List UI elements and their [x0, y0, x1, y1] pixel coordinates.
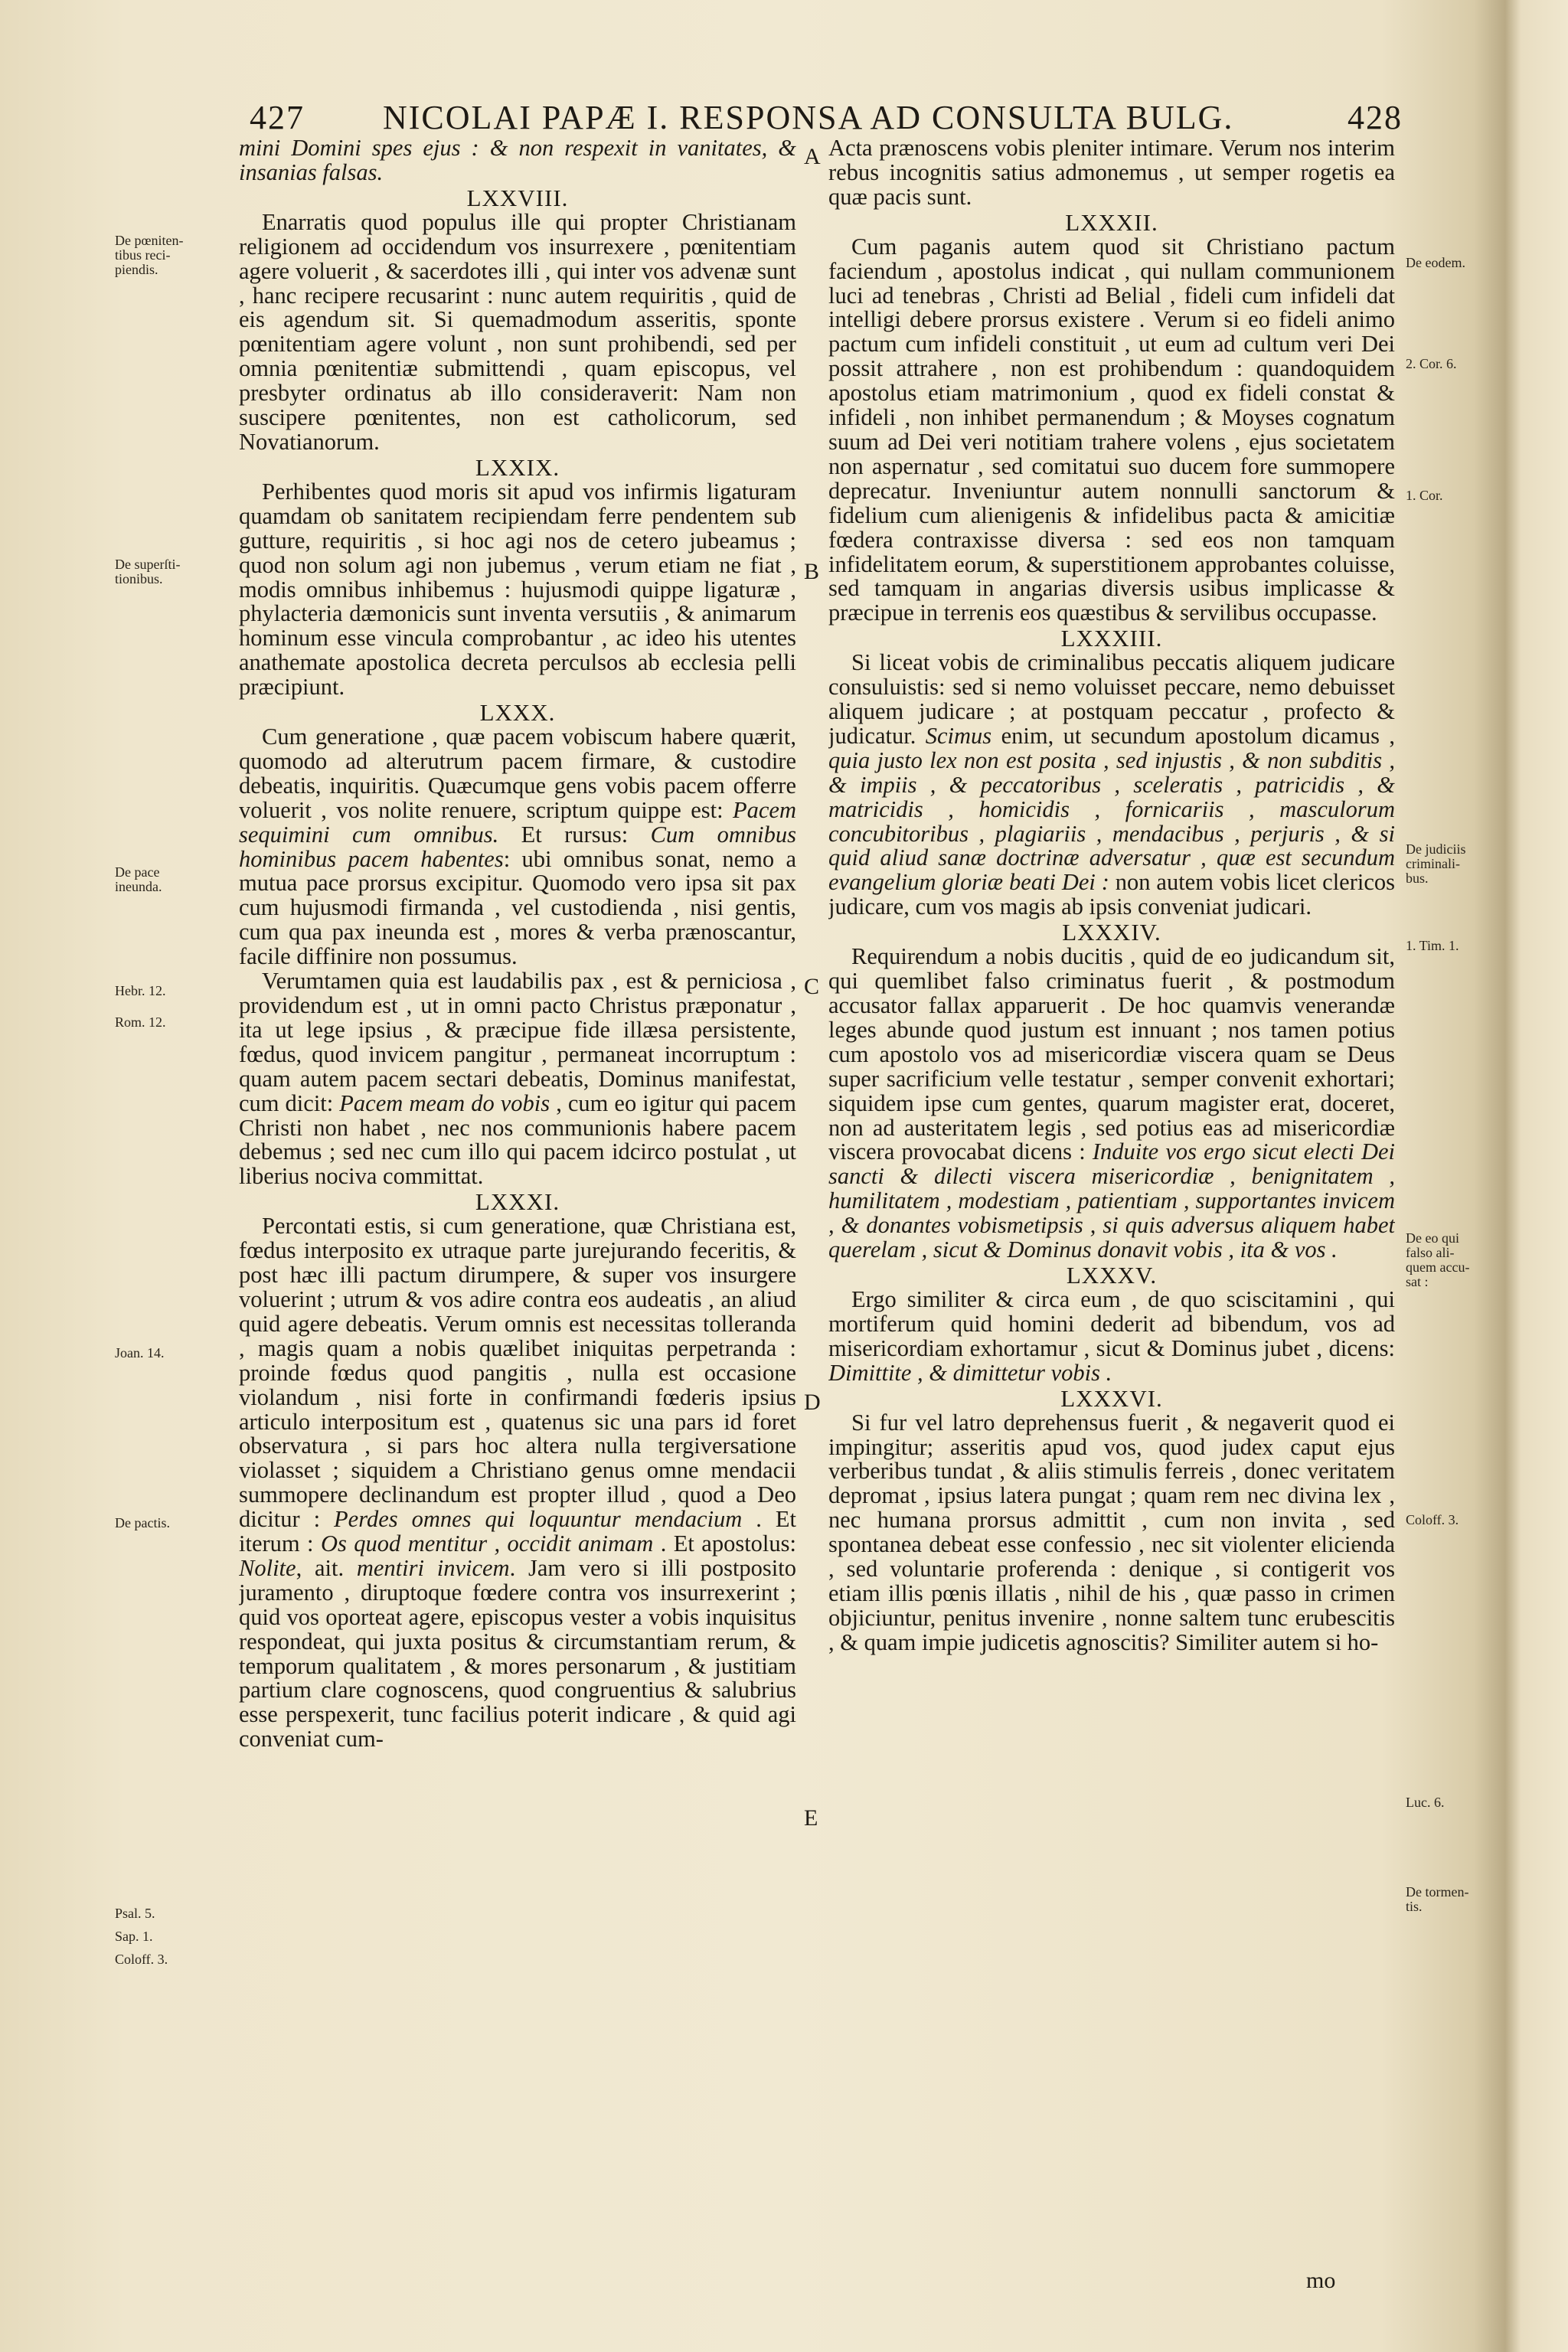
section-heading-86: LXXXVI. — [1060, 1384, 1163, 1412]
left-margin-note: De pœniten- tibus reci- piendis. — [115, 233, 184, 277]
section-heading-84: LXXXIV. — [1062, 919, 1161, 946]
section-text-78: Enarratis quod populus ille qui propter Christianam religionem ad occidendum vos insurrexere , pœnitentiam agere voluerit , & sacerdotes illi , qui inter vos advenæ sunt , hanc recipere recusarint : nunc autem requiritis , quid de eis agendum sit. Si quemadmodum asseritis, sponte pœnitentiam agere volunt , non sunt prohibendi, sed per omnia pœnitentiæ submittendi , quam episcopus, vel presbyter ordinatus ab illo consideraverit: Nam non suscipere pœnitentes, non est catholicorum, sed Novatianorum. — [239, 208, 796, 455]
section-heading-83: LXXXIII. — [1060, 625, 1163, 652]
intro-quote: mini Domini spes ejus : & non respexit in vanitates, & insanias falsas. — [239, 136, 796, 185]
left-margin-note: De pactis. — [115, 1515, 170, 1530]
catchword: mo — [1306, 2268, 1336, 2293]
section-heading-81: LXXXI. — [475, 1188, 560, 1216]
section-text-81: Percontati estis, si cum generatione, quæ Christiana est, fœdus interposito ex utraque parte jurejurando feceritis, & post hæc illi pactum dirumpere, & super vos insurgere voluerint ; utrum & vos adire contra eos audeatis , an aliud quid agere debeatis. Verum omnis est necessitas tolleranda , magis quam a nobis quælibet iniquitas perpetranda : proinde fœdus quod pangitis , nulla est occasione violandum , nisi forte in confirmandi fœderis ipsius articulo interpositum est , quatenus sic una pars id foret observatura , si pars hoc altera nulla tergiversatione violasset ; siquidem a Christiano genus omne mendacii summopere declinandum est propter illud , quod a Deo dicitur : Perdes omnes qui loquuntur mendacium . Et iterum : Os quod mentitur , occidit animam . Et apostolus: Nolite, ait. mentiri invicem. Jam vero si illi postposito juramento , diruptoque fœdere contra vos insurrexerint ; quid vos oporteat agere, episcopus vester a vobis inquisitus respondeat, qui juxta positus & circumstantiam rerum, & temporum qualitatem , & mores personarum , & justitiam partium clare cognoscens, quod congruentius & salubrius esse perspexerit, tunc facilius poterit indicare , & quid agi conveniat cum- — [239, 1213, 796, 1753]
section-text-80: Cum generatione , quæ pacem vobiscum habere quærit, quomodo ad alterutrum pacem firmare, & custodire debeatis, inquiritis. Quæcumque gens vobis pacem offerre voluerit , vos nolite renuere, scriptum quippe est: Pacem sequimini cum omnibus. Et rursus: Cum omnibus hominibus pacem habentes: ubi omnibus sonat, nemo a mutua pace prorsus excipitur. Quomodo vero ipsa sit pax cum hujusmodi firmanda , vel custodienda , nisi gentis, cum qua pax ineunda est , mores & verba prænoscantur, facile diffinire non possumus. — [239, 724, 796, 970]
right-margin-note: 1. Cor. — [1406, 488, 1443, 503]
right-margin-note: Coloff. 3. — [1406, 1512, 1459, 1527]
left-margin-note: Rom. 12. — [115, 1014, 166, 1030]
left-margin-note: Hebr. 12. — [115, 983, 166, 998]
section-heading-79: LXXIX. — [475, 453, 560, 481]
section-text-80b: Verumtamen quia est laudabilis pax , est & perniciosa , providendum est , ut in omni pacto Christus præponatur , ita ut lege ipsius , & præcipue fide illæsa persistente, fœdus, quod invicem pangitur , permaneat incorruptum : quam autem pacem sectari debeatis, Dominus manifestat, cum dicit: Pacem meam do vobis , cum eo igitur qui pacem Christi non habet , nec nos communionis habere pacem debemus ; sed nec cum illo qui pacem idcirco postulat , ut liberius nociva committat. — [239, 968, 796, 1190]
right-text-column — [828, 136, 1395, 2306]
left-margin-note: Sap. 1. — [115, 1929, 153, 1944]
margin-letter-e: E — [804, 1805, 818, 1831]
section-heading-82: LXXXII. — [1065, 208, 1158, 236]
intro-text: Acta prænoscens vobis pleniter intimare. Verum nos interim rebus incognitis satius admonemus , ut semper rogetis ea quæ pacis sunt. — [828, 136, 1395, 210]
margin-letter-c: C — [804, 974, 820, 999]
left-margin-note: Psal. 5. — [115, 1906, 155, 1921]
left-margin-note: Joan. 14. — [115, 1345, 165, 1361]
page-number-left: 427 — [250, 99, 305, 136]
margin-letter-b: B — [804, 559, 820, 584]
right-margin-note: De tormen- tis. — [1406, 1884, 1469, 1914]
left-margin-note: Coloff. 3. — [115, 1952, 168, 1967]
section-heading-78: LXXVIII. — [466, 184, 569, 211]
section-text-84: Requirendum a nobis ducitis , quid de eo judicandum sit, qui quemlibet falso criminatus fuerit , & postmodum accusator fallax apparuerit . De hoc quamvis venerandæ leges abunde quod justum est innuant ; nos tamen potius cum apostolo vos ad misericordiæ viscera quam se Deus super sacrificium velle testatur , semper convenit exhortari; siquidem ipse cum gentes, quarum magister erat, doceret, non ad austeritatem legis , sed potius eas ad misericordiæ viscera provocabat dicens : Induite vos ergo sicut electi Dei sancti & dilecti viscera misericordiæ , benignitatem , humilitatem , modestiam , patientiam , supportantes invicem , & donantes vobismetipsis , si quis adversus aliquem habet querelam , sicut & Dominus donavit vobis , ita & vos . — [828, 943, 1395, 1263]
section-text-85: Ergo similiter & circa eum , de quo sciscitamini , qui mortiferum quid homini dederit ad bibendum, vos ad misericordiam exhortamur , sicut & Dominus jubet , dicens: Dimittite , & dimittetur vobis . — [828, 1285, 1395, 1386]
right-margin-note: De judiciis criminali- bus. — [1406, 841, 1466, 886]
running-title: NICOLAI PAPÆ I. RESPONSA AD CONSULTA BULG. — [383, 99, 1234, 136]
right-margin-note: De eo qui falso ali- quem accu- sat : — [1406, 1230, 1470, 1289]
section-heading-80: LXXX. — [479, 699, 556, 727]
section-text-79: Perhibentes quod moris sit apud vos infirmis ligaturam quamdam ob sanitatem recipiendam ferre pendentem sub gutture, requiritis , si hoc agi nos de cetero jubeamus ; quod non solum agi non jubemus , verum etiam ne fiat , modis omnibus inhibemus : hujusmodi quippe ligaturæ , phylacteria dæmonicis sunt inventa versutiis , & animarum hominum esse vincula comprobantur , ac ideo his utentes anathemate apostolica decreta perculsos ab ecclesia pelli præcipiunt. — [239, 478, 796, 701]
right-margin-note: Luc. 6. — [1406, 1795, 1445, 1810]
right-margin-note: 1. Tim. 1. — [1406, 938, 1459, 953]
margin-letter-d: D — [804, 1390, 821, 1415]
left-margin-note: De superſti- tionibus. — [115, 557, 181, 586]
section-text-86: Si fur vel latro deprehensus fuerit , & negaverit quod ei impingitur; asseritis apud vos, quod judex caput ejus verberibus tundat , & aliis stimulis ferreis , donec veritatem depromat , ipsius latera pungat ; quam rem nec divina lex , nec humana prorsus admittit , cum non invita , sed spontanea debeat esse confessio , nec sit violenter elicienda , sed voluntarie proferenda : denique , si contigerit vos etiam illis pœnis illatis , nihil de his , quæ passo in crimen objiciuntur, penitus invenire , nonne saltem tunc erubescitis , & quam impie judicetis agnoscitis? Similiter autem si ho- — [828, 1409, 1395, 1655]
section-text-82: Cum paganis autem quod sit Christiano pactum faciendum , apostolus indicat , qui nullam communionem luci ad tenebras , Christi ad Belial , fideli cum infideli dat intelligi debere prorsus existere . Verum si eo fideli animo pactum cum infideli constituit , ut eum ad cultum veri Dei possit attrahere , non est prohibendum : quandoquidem apostolus etiam matrimonium , quod ex fideli constat & infideli , non inhibet permanendum ; & Moyses cognatum suum ad Dei veri notitiam trahere volens , ejus societatem non aspernatur , sed comitatui suo ducem fore summopere deprecatur. Inveniuntur autem nonnulli sanctorum & fidelium cum alienigenis & infidelibus pacta & amicitiæ fœdera contraxisse diversa : sed eos non tamquam infidelitatem eorum, & superstitionem approbantes coluisse, sed tamquam in angarias diversis usibus implicasse & præcipue in terrenis eos quæstibus & servilibus occupasse. — [828, 233, 1395, 626]
page-number-right: 428 — [1348, 99, 1403, 136]
section-text-83: Si liceat vobis de criminalibus peccatis aliquem judicare consuluistis: sed si nemo voluisset peccare, nemo debuisset aliquem judicare ; at postquam peccatur , profecto & judicatur. Scimus enim, ut secundum apostolum dicamus , quia justo lex non est posita , sed injustis , & non subditis , & impiis , & peccatoribus , sceleratis , patricidis , & matricidis , homicidis , fornicariis , masculorum concubitoribus , plagiariis , mendacibus , perjuris , & si quid aliud sanæ doctrinæ adversatur , quæ est secundum evangelium gloriæ beati Dei : non autem vobis licet clericos judicare, cum vos magis ab ipsis conveniat judicari. — [828, 649, 1395, 920]
left-margin-note: De pace ineunda. — [115, 864, 162, 894]
section-heading-85: LXXXV. — [1066, 1261, 1158, 1289]
margin-letter-a: A — [804, 144, 821, 169]
right-margin-note: De eodem. — [1406, 255, 1465, 270]
right-margin-note: 2. Cor. 6. — [1406, 356, 1457, 371]
left-text-column — [239, 136, 796, 2306]
